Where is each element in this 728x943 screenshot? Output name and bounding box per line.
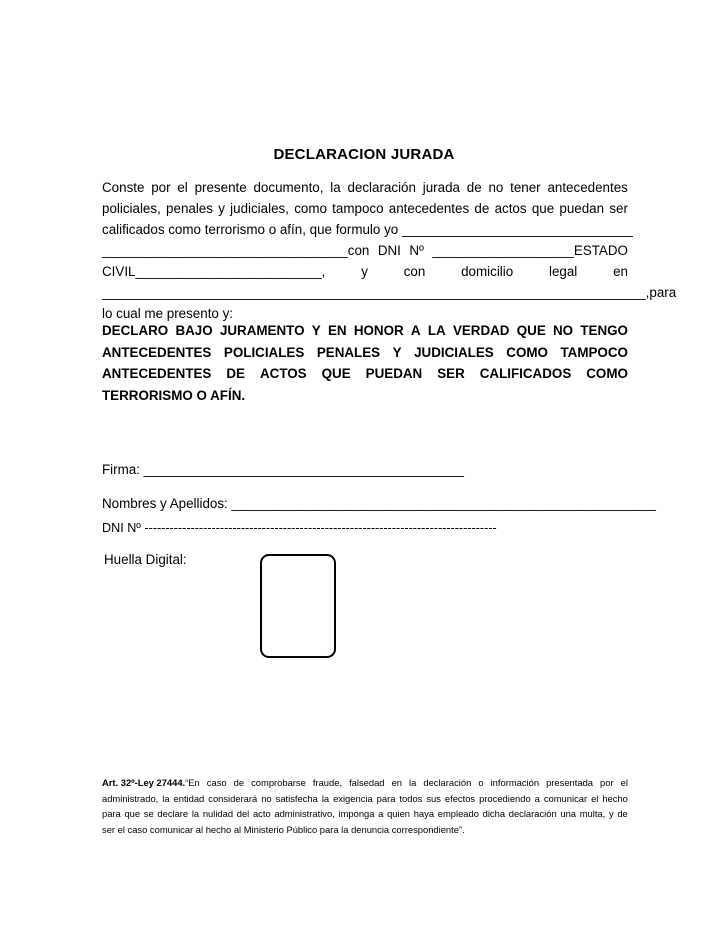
word: declare: [157, 808, 189, 819]
article-line-1: [102, 775, 628, 791]
word: la: [330, 180, 341, 195]
word: la: [191, 808, 200, 819]
word: DNI: [377, 243, 401, 258]
word: para: [649, 285, 677, 300]
word: policiales,: [102, 201, 161, 216]
word: documento,: [253, 180, 324, 195]
word: PENALES: [316, 344, 381, 360]
word: satisfecha: [275, 792, 318, 804]
word: el: [620, 777, 628, 788]
details-paragraph: [102, 240, 677, 324]
word: LA: [427, 323, 446, 338]
word: actos: [494, 201, 527, 216]
page-title: DECLARACION JURADA: [273, 146, 455, 163]
word: empleado: [437, 808, 479, 819]
word: BAJO: [175, 323, 213, 338]
word: ANTECEDENTES: [102, 366, 212, 381]
intro-line-2: [102, 198, 628, 219]
word: POLICIALES: [223, 344, 305, 360]
intro-line-1: [102, 177, 628, 198]
word: se: [143, 808, 154, 819]
declaration-line-2: [102, 342, 628, 364]
word: la: [162, 792, 170, 804]
word: QUE: [516, 323, 546, 338]
details-line-2: [102, 261, 628, 282]
article-label: Art. 32º-Ley 27444.: [102, 777, 186, 788]
details-line-4: lo cual me presento y:: [102, 306, 233, 321]
word: para: [376, 792, 396, 804]
word: no: [261, 792, 272, 804]
word: procediendo: [479, 792, 531, 804]
word: judiciales,: [230, 201, 289, 216]
word: el: [177, 180, 188, 195]
word: Y: [311, 323, 321, 338]
declaration-line-3: [102, 363, 628, 385]
word: PUEDAN: [365, 366, 423, 381]
word: Conste: [102, 180, 145, 195]
article-line-3: [102, 806, 628, 822]
word: QUE: [321, 366, 351, 381]
word: comunicar: [543, 792, 588, 804]
word: _________________________________con: [102, 243, 370, 258]
word: presente: [194, 180, 247, 195]
word: JURAMENTO: [219, 323, 305, 338]
word: comprobarse: [251, 777, 306, 788]
details-line-1: [102, 240, 628, 261]
word: falsedad: [349, 777, 385, 788]
word: ACTOS: [259, 366, 307, 381]
word: y: [218, 201, 225, 216]
article-line-4: ser el caso comunicar al hecho al Ministerio Público para la denuncia correspondiente”.: [102, 823, 465, 835]
word: A: [410, 323, 421, 338]
intro-line-3: calificados como terrorismo o afín, que formulo yo _______________________________: [102, 222, 633, 237]
word: jurada: [422, 180, 460, 195]
word: declaración: [508, 808, 557, 819]
word: ANTECEDENTES: [102, 344, 212, 360]
word: con: [403, 264, 426, 279]
word: COMO: [506, 344, 548, 360]
word: haya: [413, 808, 435, 819]
word: de: [474, 201, 490, 216]
word: en: [391, 777, 402, 788]
word: declaración: [423, 777, 472, 788]
intro-paragraph: [102, 177, 633, 240]
declaration-line-4: TERRORISMO O AFÍN.: [102, 387, 246, 403]
fingerprint-label: Huella Digital:: [104, 552, 187, 567]
word: del: [236, 808, 250, 819]
word: entidad: [173, 792, 205, 804]
word: en: [613, 264, 628, 279]
word: de: [466, 180, 482, 195]
word: HONOR: [353, 323, 404, 338]
word: tener: [510, 180, 541, 195]
word: no: [488, 180, 504, 195]
word: DE: [226, 366, 245, 381]
word: fraude,: [312, 777, 343, 788]
word: a: [534, 792, 540, 804]
word: Nº: [409, 243, 424, 258]
word: multa,: [579, 808, 606, 819]
word: NO: [553, 323, 574, 338]
word: exigencia: [333, 792, 373, 804]
word: sus: [426, 792, 441, 804]
word: legal: [548, 264, 578, 279]
word: y: [361, 264, 368, 279]
word: domicilio: [461, 264, 514, 279]
word: DECLARO: [102, 323, 169, 338]
word: administrado,: [102, 792, 159, 804]
word: TAMPOCO: [560, 344, 628, 360]
word: una: [560, 808, 577, 819]
article-line-2: [102, 791, 628, 807]
word: nulidad: [202, 808, 234, 819]
word: penales: [166, 201, 213, 216]
article-first-word: “En: [185, 777, 200, 788]
word: el: [591, 792, 599, 804]
word: administrativo,: [274, 808, 335, 819]
word: _________________________________________________________________________,: [102, 285, 650, 300]
article-label-group: [102, 775, 200, 791]
word: SER: [437, 366, 465, 381]
word: VERDAD: [452, 323, 510, 338]
word: JUDICIALES: [414, 344, 494, 360]
word: de: [617, 808, 628, 819]
word: todos: [399, 792, 423, 804]
word: que: [124, 808, 141, 819]
signature-field[interactable]: Firma: ___________________________________________: [102, 462, 464, 477]
word: efectos: [444, 792, 476, 804]
word: para: [102, 808, 121, 819]
word: antecedentes: [547, 180, 628, 195]
word: imponga: [338, 808, 375, 819]
declaration-line-1: [102, 320, 628, 342]
word: como: [294, 201, 327, 216]
word: caso: [206, 777, 227, 788]
word: declaración: [347, 180, 416, 195]
word: ser: [609, 201, 628, 216]
word: de: [233, 777, 245, 788]
sworn-declaration: [102, 320, 628, 406]
word: por: [600, 777, 614, 788]
word: a: [378, 808, 384, 819]
word: la: [409, 777, 417, 788]
word: acto: [252, 808, 271, 819]
word: que: [531, 201, 555, 216]
dni-field[interactable]: DNI Nº ------------------------------------------------------------------------------------: [102, 521, 497, 535]
word: Y: [392, 344, 402, 360]
legal-article-note: [102, 775, 628, 837]
word: hecho: [602, 792, 628, 804]
word: considerará: [208, 792, 258, 804]
word: puedan: [559, 201, 605, 216]
word: dicha: [482, 808, 506, 819]
word: quien: [387, 808, 411, 819]
word: información: [490, 777, 540, 788]
word: TENGO: [580, 323, 628, 338]
details-line-3: [102, 282, 677, 303]
word: presentada: [546, 777, 594, 788]
word: por: [151, 180, 171, 195]
word: CALIFICADOS: [479, 366, 572, 381]
word: o: [478, 777, 484, 788]
word: la: [321, 792, 330, 804]
fingerprint-box[interactable]: [260, 554, 336, 658]
word: COMO: [586, 366, 628, 381]
word: EN: [327, 323, 347, 338]
word: antecedentes: [388, 201, 470, 216]
word: CIVIL_________________________,: [102, 264, 326, 279]
word: tampoco: [332, 201, 384, 216]
word: ___________________ESTADO: [432, 243, 628, 258]
full-name-field[interactable]: Nombres y Apellidos: _________________________________________________________: [102, 496, 656, 511]
word: y: [608, 808, 614, 819]
